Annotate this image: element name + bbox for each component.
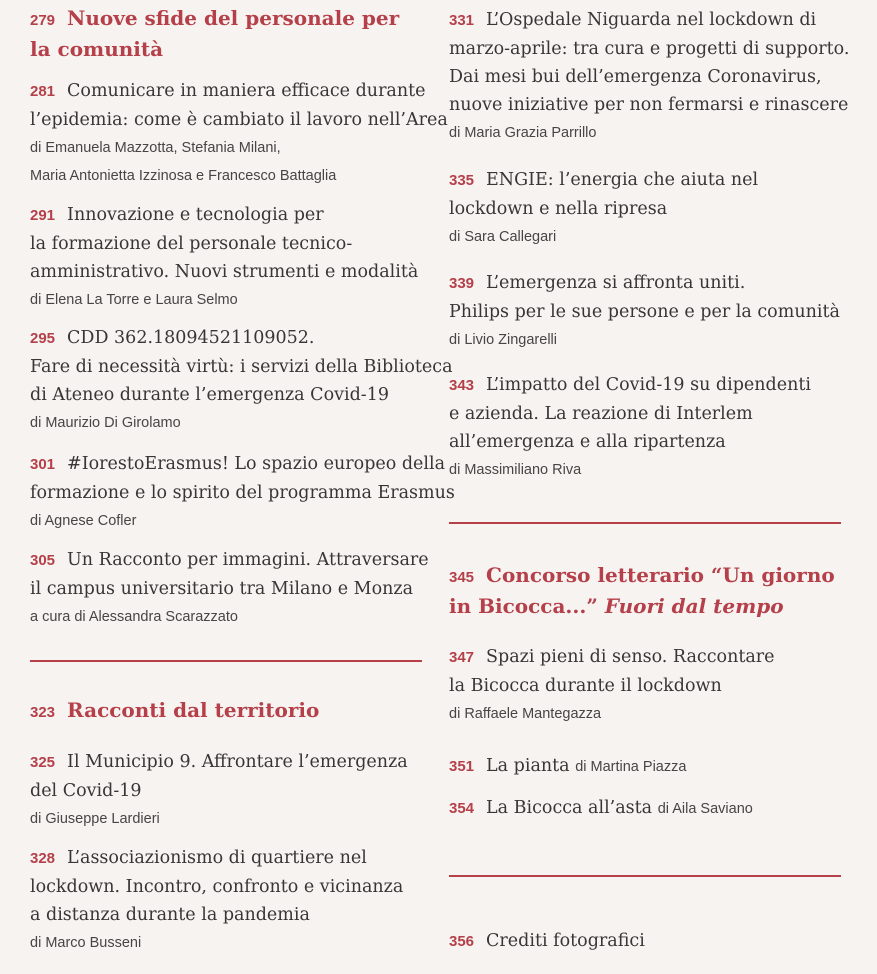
section-racconti	[30, 696, 425, 727]
entry-title-cont: il campus universitario tra Milano e Monza	[30, 579, 414, 599]
section-title-cont: in Bicocca...”	[449, 594, 598, 618]
entry-title: Comunicare in maniera efficace durante	[67, 81, 426, 101]
page-number: 351	[449, 758, 475, 775]
entry-title-cont: del Covid-19	[30, 781, 142, 801]
entry-title-cont: la Bicocca durante il lockdown	[449, 676, 722, 696]
section-concorso	[449, 561, 844, 621]
toc-entry-356	[449, 927, 844, 956]
page-number: 323	[30, 704, 56, 721]
entry-title-cont: marzo-aprile: tra cura e progetti di supporto.	[449, 39, 850, 59]
toc-entry-347	[449, 643, 844, 728]
toc-entry-354	[449, 794, 844, 823]
entry-title-cont: l’epidemia: come è cambiato il lavoro nell’Area	[30, 110, 448, 130]
toc-entry-351	[449, 752, 844, 781]
page-number: 301	[30, 456, 56, 473]
entry-author: di Sara Callegari	[449, 229, 557, 245]
entry-title-cont: formazione e lo spirito del programma Erasmus	[30, 483, 455, 503]
toc-entry-295	[30, 324, 453, 437]
entry-author: di Aila Saviano	[657, 801, 753, 817]
page-number: 291	[30, 207, 56, 224]
section-title: Concorso letterario “Un giorno	[486, 563, 835, 587]
page-number: 295	[30, 330, 56, 347]
entry-author: di Agnese Cofler	[30, 513, 137, 529]
entry-author: di Massimiliano Riva	[449, 462, 582, 478]
entry-title: #IorestoErasmus! Lo spazio europeo della	[67, 454, 446, 474]
entry-title: CDD 362.18094521109052.	[67, 328, 315, 348]
entry-author: di Marco Busseni	[30, 935, 142, 951]
section-nuove-sfide	[30, 4, 425, 64]
page-number: 279	[30, 12, 56, 29]
entry-title-cont: amministrativo. Nuovi strumenti e modalità	[30, 262, 419, 282]
page-number: 339	[449, 275, 475, 292]
page-number: 325	[30, 754, 56, 771]
entry-title: La pianta	[486, 756, 570, 776]
entry-title: La Bicocca all’asta	[486, 798, 653, 818]
page-number: 335	[449, 172, 475, 189]
entry-title-cont: Dai mesi bui dell’emergenza Coronavirus,	[449, 67, 822, 87]
entry-title-cont: a distanza durante la pandemia	[30, 905, 310, 925]
toc-entry-281	[30, 77, 448, 190]
entry-author-cont: Maria Antonietta Izzinosa e Francesco Battaglia	[30, 168, 337, 184]
section-divider	[449, 522, 841, 524]
toc-entry-331	[449, 6, 850, 147]
entry-author: di Raffaele Mantegazza	[449, 706, 602, 722]
entry-title: L’Ospedale Niguarda nel lockdown di	[486, 10, 817, 30]
entry-title-cont: di Ateneo durante l’emergenza Covid-19	[30, 385, 389, 405]
section-title: Nuove sfide del personale per	[67, 6, 400, 30]
entry-author: di Maurizio Di Girolamo	[30, 415, 181, 431]
toc-entry-325	[30, 748, 425, 833]
entry-author: di Livio Zingarelli	[449, 332, 557, 348]
section-title: Racconti dal territorio	[67, 698, 320, 722]
entry-title-cont: la formazione del personale tecnico-	[30, 234, 353, 254]
entry-title: Il Municipio 9. Affrontare l’emergenza	[67, 752, 408, 772]
entry-title-cont: Fare di necessità virtù: i servizi della Biblioteca	[30, 357, 453, 377]
entry-title-cont: lockdown. Incontro, confronto e vicinanza	[30, 877, 404, 897]
page-number: 347	[449, 649, 475, 666]
entry-title-cont: e azienda. La reazione di Interlem	[449, 404, 753, 424]
page-number: 354	[449, 800, 475, 817]
entry-author: a cura di Alessandra Scarazzato	[30, 609, 238, 625]
entry-author: di Giuseppe Lardieri	[30, 811, 160, 827]
section-divider	[30, 660, 422, 662]
toc-entry-328	[30, 844, 425, 957]
entry-title: L’associazionismo di quartiere nel	[67, 848, 367, 868]
section-subtitle: Fuori dal tempo	[604, 594, 784, 618]
toc-entry-291	[30, 201, 425, 314]
toc-entry-305	[30, 546, 429, 631]
toc-entry-343	[449, 371, 844, 484]
entry-title: Un Racconto per immagini. Attraversare	[67, 550, 429, 570]
section-divider	[449, 875, 841, 877]
toc-entry-339	[449, 269, 844, 354]
page-number: 331	[449, 12, 475, 29]
entry-author: di Martina Piazza	[575, 759, 687, 775]
page-number: 345	[449, 569, 475, 586]
entry-author: di Maria Grazia Parrillo	[449, 125, 597, 141]
entry-title: ENGIE: l’energia che aiuta nel	[486, 170, 759, 190]
page-number: 328	[30, 850, 56, 867]
entry-title-cont: Philips per le sue persone e per la comunità	[449, 302, 840, 322]
entry-title: L’impatto del Covid-19 su dipendenti	[486, 375, 811, 395]
entry-title: Spazi pieni di senso. Raccontare	[486, 647, 775, 667]
page-number: 343	[449, 377, 475, 394]
entry-title: Innovazione e tecnologia per	[67, 205, 324, 225]
page-number: 281	[30, 83, 56, 100]
page-number: 305	[30, 552, 56, 569]
entry-title-cont: nuove iniziative per non fermarsi e rinascere	[449, 95, 849, 115]
entry-title: Crediti fotografici	[486, 931, 645, 951]
entry-title-cont: all’emergenza e alla ripartenza	[449, 432, 726, 452]
entry-title: L’emergenza si affronta uniti.	[486, 273, 746, 293]
toc-entry-335	[449, 166, 844, 251]
entry-author: di Elena La Torre e Laura Selmo	[30, 292, 238, 308]
entry-author: di Emanuela Mazzotta, Stefania Milani,	[30, 140, 281, 156]
section-title-cont: la comunità	[30, 37, 164, 61]
entry-title-cont: lockdown e nella ripresa	[449, 199, 668, 219]
toc-entry-301	[30, 450, 455, 535]
page-number: 356	[449, 933, 475, 950]
